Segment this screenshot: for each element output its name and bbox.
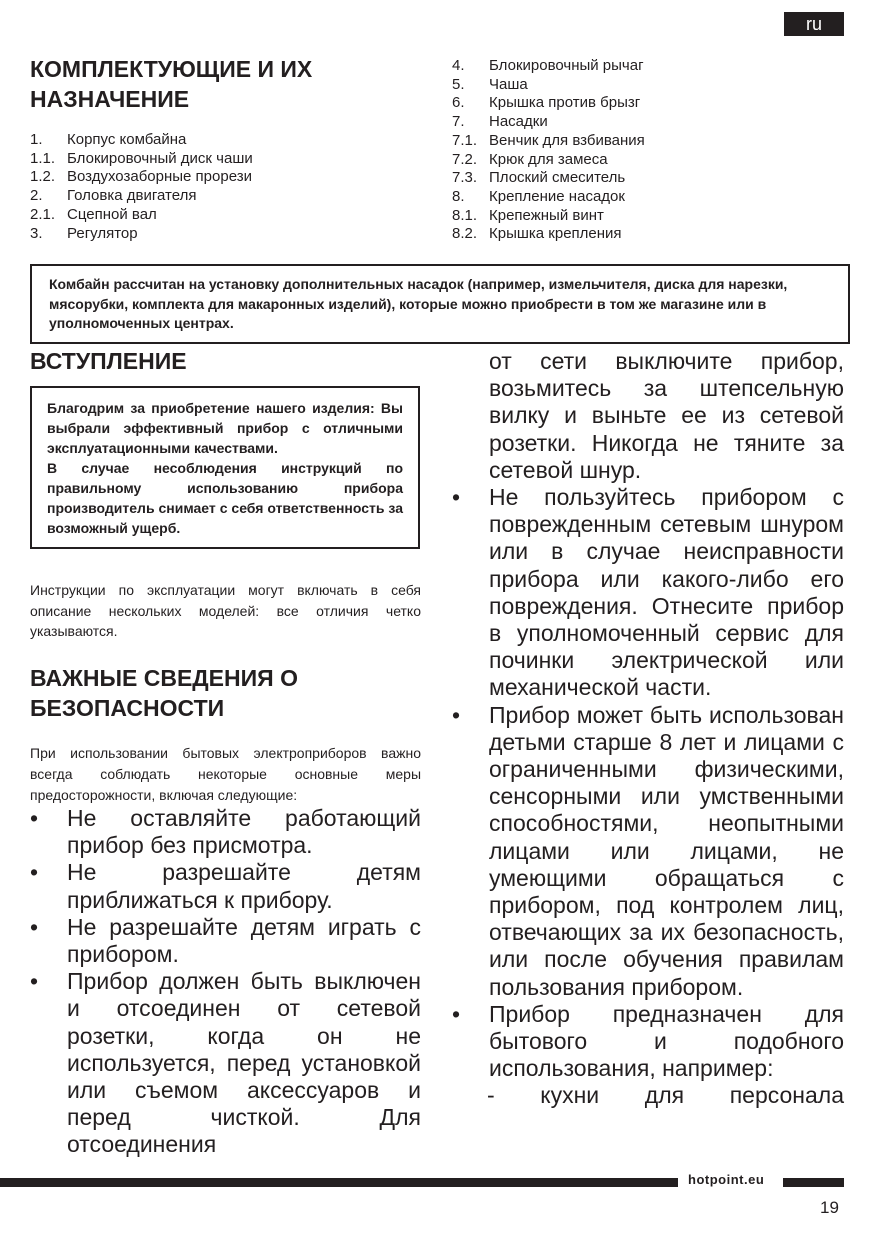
safety-item: • Не разрешайте детям играть с прибором. (30, 913, 421, 968)
parts-item: 4. Блокировочный рычаг (452, 57, 644, 74)
safety-item: • Прибор должен быть выключен и отсоединен от сетевой розетки, когда он не используется, перед установкой или съемом аксессуаров и перед чисткой. Для отсоединения (30, 968, 421, 1158)
intro-title: ВСТУПЛЕНИЕ (30, 348, 187, 374)
safety-intro: При использовании бытовых электроприборов важно всегда соблюдать некоторые основные меры предосторожности, включая следующие: (30, 745, 421, 803)
parts-item: 1.2. Воздухозаборные прорези (30, 168, 252, 186)
safety-title-line2: БЕЗОПАСНОСТИ (30, 695, 225, 721)
parts-item: 7.3. Плоский смеситель (452, 169, 626, 187)
parts-item: 7.1. Венчик для взбивания (452, 131, 645, 149)
parts-item: 8.1. Крепежный винт (452, 206, 604, 224)
parts-item: 1. Корпус комбайна (30, 131, 187, 148)
bullet-icon: • (30, 968, 39, 995)
accessories-notice-box: Комбайн рассчитан на установку дополнительных насадок (например, измельчителя, диска для нарезки, мясорубки, комплекта для макаронных изделий), которые можно приобрести в том же магазине или в уполномоченных центрах. (30, 264, 850, 344)
parts-item: 7.2. Крюк для замеса (452, 150, 608, 168)
safety-item: • Не разрешайте детям приближаться к прибору. (30, 859, 421, 913)
parts-item: 6. Крышка против брызг (452, 94, 641, 112)
parts-item: 2.1. Сцепной вал (30, 205, 157, 223)
components-heading (30, 54, 312, 114)
intro-box-paragraph: В случае несоблюдения инструкций по правильному использованию прибора производитель снимает с себя ответственность за возможный ущерб. (47, 460, 403, 536)
intro-box-paragraph: Благодрим за приобретение нашего изделия: Вы выбрали эффективный прибор с отличными эксплуатационными качествами. (47, 400, 403, 456)
parts-item: 5. Чаша (452, 75, 528, 93)
bullet-icon: • (452, 1000, 461, 1027)
bullet-icon: • (452, 484, 461, 511)
footer-bar-right (783, 1178, 844, 1187)
parts-item: 8. Крепление насадок (452, 187, 625, 205)
bullet-icon: • (30, 859, 39, 886)
safety-column-right (452, 348, 844, 1110)
page-number: 19 (820, 1198, 839, 1217)
parts-item: 8.2. Крышка крепления (452, 225, 622, 243)
safety-list-right (452, 484, 844, 1082)
bullet-icon: • (30, 913, 39, 940)
bullet-icon: • (452, 701, 461, 728)
safety-title-line1: ВАЖНЫЕ СВЕДЕНИЯ О (30, 665, 298, 691)
bullet-icon: • (30, 805, 39, 831)
safety-heading (30, 663, 298, 723)
parts-item: 7. Насадки (452, 113, 548, 131)
safety-item: • Прибор предназначен для бытового и подобного использования, например: (452, 1000, 844, 1082)
safety-item: • Прибор может быть использован детьми старше 8 лет и лицами с ограниченными физическими, сенсорными или умственными способностями, неопытными лицами или лицами, не умеющими обращаться с прибором, под контролем лиц, отвечающих за их безопасность, или после обучения правилам пользования прибором. (452, 701, 844, 1000)
safety-sub-item: - кухни для персонала (487, 1082, 844, 1109)
intro-note: Инструкции по эксплуатации могут включать в себя описание нескольких моделей: все отличия четко указываются. (30, 582, 421, 639)
parts-item: 3. Регулятор (30, 224, 138, 242)
intro-box (30, 386, 420, 549)
parts-item: 1.1. Блокировочный диск чаши (30, 149, 253, 167)
parts-item: 2. Головка двигателя (30, 187, 197, 205)
parts-list-right (452, 57, 645, 244)
safety-list-left (30, 805, 421, 1159)
components-title-line2: НАЗНАЧЕНИЕ (30, 86, 190, 112)
footer-bar-left (0, 1178, 678, 1187)
components-title-line1: КОМПЛЕКТУЮЩИЕ И ИХ (30, 56, 313, 82)
safety-item: • Не пользуйтесь прибором с поврежденным сетевым шнуром или в случае неисправности прибора или какого-либо его повреждения. Отнесите прибор в уполномоченный сервис для починки электрической или механической части. (452, 484, 844, 701)
safety-item: • Не оставляйте работающий прибор без присмотра. (30, 805, 421, 859)
footer-brand: hotpoint.eu (688, 1172, 765, 1187)
language-badge: ru (784, 12, 844, 36)
parts-list-left (30, 131, 253, 243)
safety-continuation: от сети выключите прибор, возьмитесь за штепсельную вилку и выньте ее из сетевой розетки. Никогда не тяните за сетевой шнур. (489, 348, 844, 483)
